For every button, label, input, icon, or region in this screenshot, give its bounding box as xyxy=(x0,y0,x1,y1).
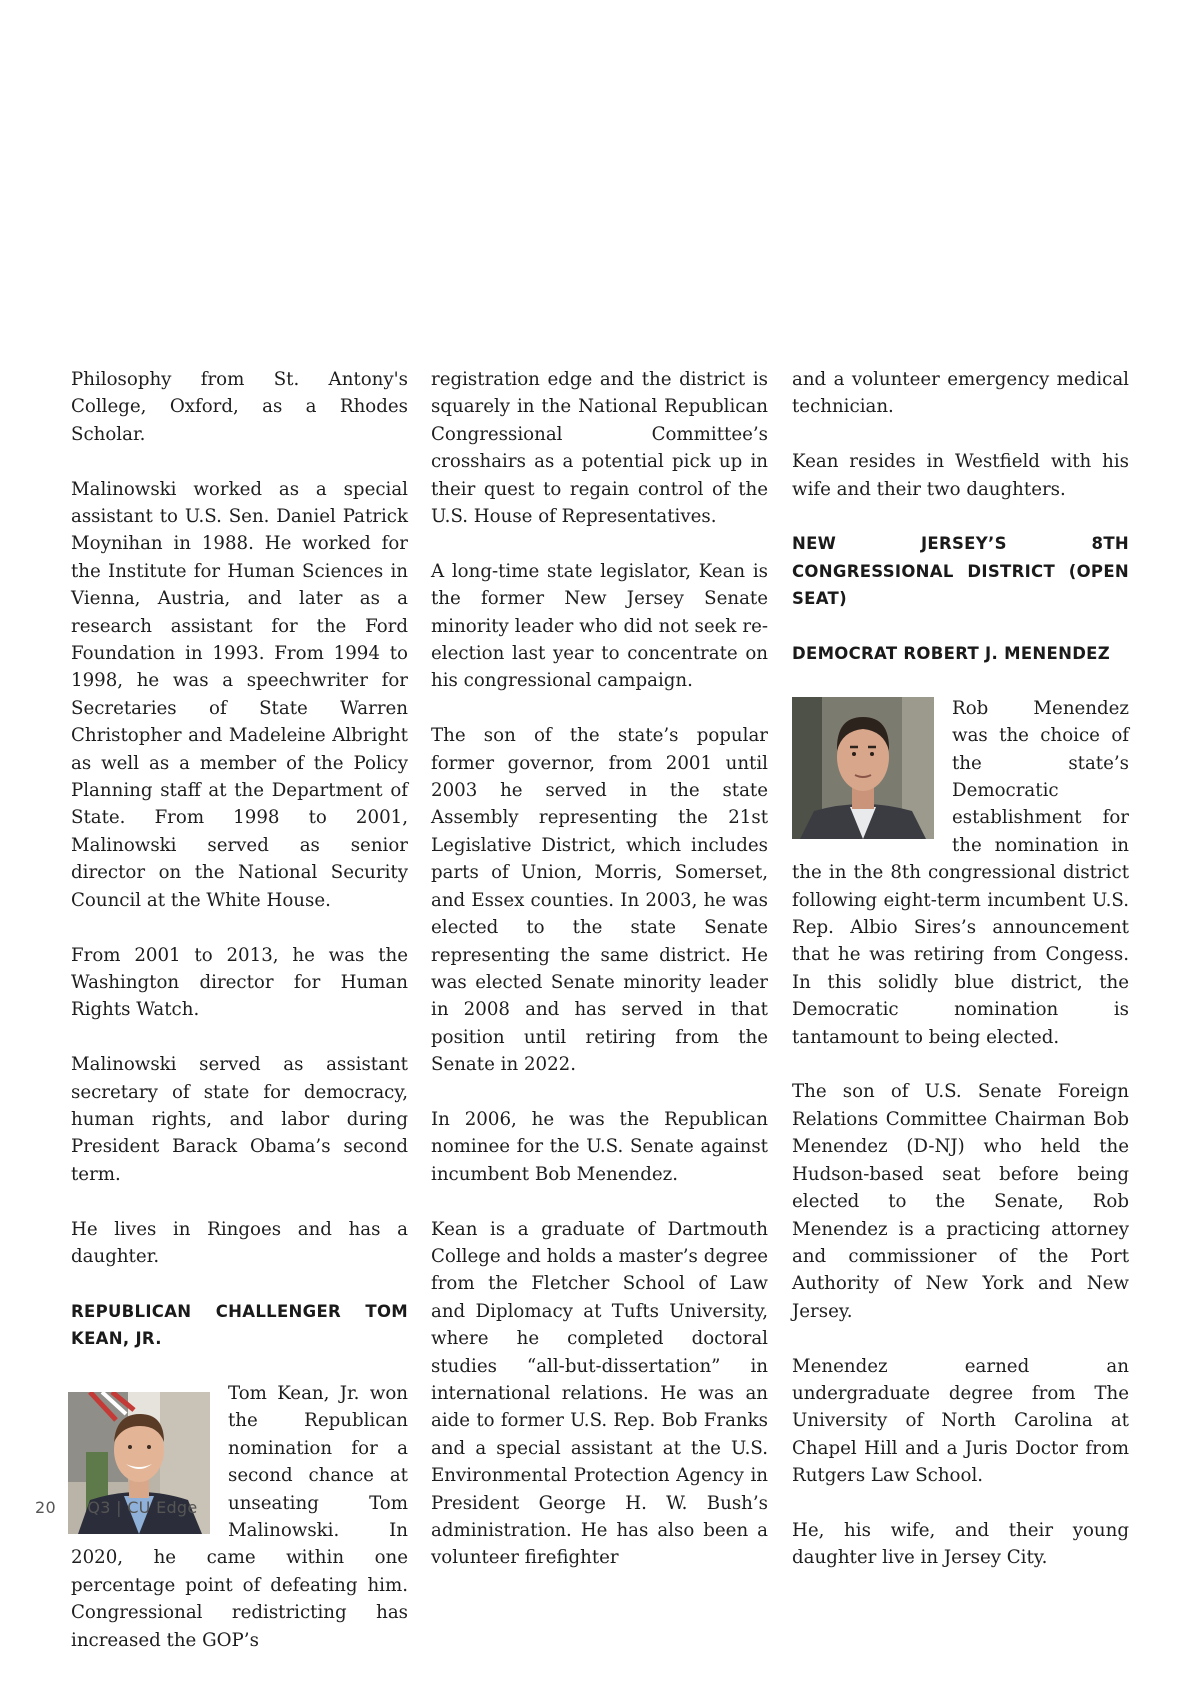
paragraph: and a volunteer emergency medical technician. xyxy=(792,369,1129,418)
paragraph: A long-time state legislator, Kean is the former New Jersey Senate minority leader who did not seek re-election last year to concentrate on his congressional campaign. xyxy=(431,560,768,692)
article-column-1 xyxy=(71,366,408,1681)
paragraph: Kean resides in Westfield with his wife and their two daughters. xyxy=(792,451,1129,500)
paragraph: Malinowski served as assistant secretary of state for democracy, human rights, and labor during President Barack Obama’s second term. xyxy=(71,1054,408,1185)
portrait-photo-rob-menendez xyxy=(792,697,934,839)
article-column-3 xyxy=(792,366,1129,1599)
paragraph: The son of the state’s popular former governor, from 2001 until 2003 he served in the state Assembly representing the 21st Legislative District, which includes parts of Union, Morris, Somerset, and Essex counties. In 2003, he was elected to the state Senate representing the same district. He was elected Senate minority leader in 2008 and has served in that position until retiring from the Senate in 2022. xyxy=(431,725,768,1076)
paragraph: In 2006, he was the Republican nominee for the U.S. Senate against incumbent Bob Menendez. xyxy=(431,1108,768,1185)
paragraph: Kean is a graduate of Dartmouth College and holds a master’s degree from the Fletcher School of Law and Diplomacy at Tufts University, where he completed doctoral studies “all-but-dissertation” in international relations. He was an aide to former U.S. Rep. Bob Franks and a special assistant at the U.S. Environmental Protection Agency in President George H. W. Bush’s administration. He has also been a volunteer firefighter xyxy=(431,1218,768,1569)
page-footer xyxy=(35,1498,198,1517)
article-column-2 xyxy=(431,366,768,1599)
section-heading-menendez: DEMOCRAT ROBERT J. MENENDEZ xyxy=(792,644,1111,664)
paragraph: Tom Kean, Jr. won the Republican nomination for a second chance at unseating Tom Malinowski. In 2020, he came within one percentage point of defeating him. Congressional redistricting has increased the GOP’s xyxy=(71,1382,408,1651)
page-number: 20 xyxy=(35,1498,56,1517)
paragraph: Rob Menendez was the choice of the state’s Democratic establishment for the nomination in the in the 8th congressional district following eight-term incumbent U.S. Rep. Albio Sires’s announcement that he was retiring from Congess. In this solidly blue district, the Democratic nomination is tantamount to being elected. xyxy=(792,697,1129,1048)
section-heading-district: NEW JERSEY’S 8TH CONGRESSIONAL DISTRICT (OPEN SEAT) xyxy=(792,534,1129,609)
paragraph: Philosophy from St. Antony's College, Oxford, as a Rhodes Scholar. xyxy=(71,369,408,445)
paragraph: He lives in Ringoes and has a daughter. xyxy=(71,1218,408,1267)
section-heading-kean: REPUBLICAN CHALLENGER TOM KEAN, JR. xyxy=(71,1301,408,1349)
publication-name: Q3 | CU Edge xyxy=(87,1498,198,1517)
paragraph: Menendez earned an undergraduate degree from The University of North Carolina at Chapel Hill and a Juris Doctor from Rutgers Law School. xyxy=(792,1355,1129,1487)
paragraph: He, his wife, and their young daughter live in Jersey City. xyxy=(792,1519,1129,1569)
paragraph: The son of U.S. Senate Foreign Relations Committee Chairman Bob Menendez (D-NJ) who held the Hudson-based seat before being elected to the Senate, Rob Menendez is a practicing attorney and commissioner of the Port Authority of New York and New Jersey. xyxy=(792,1081,1129,1322)
paragraph: registration edge and the district is squarely in the National Republican Congressional Committee’s crosshairs as a potential pick up in their quest to regain control of the U.S. House of Representatives. xyxy=(431,369,768,528)
paragraph: From 2001 to 2013, he was the Washington director for Human Rights Watch. xyxy=(71,944,408,1021)
paragraph: Malinowski worked as a special assistant to U.S. Sen. Daniel Patrick Moynihan in 1988. He worked for the Institute for Human Sciences in Vienna, Austria, and later as a research assistant for the Ford Foundation in 1993. From 1994 to 1998, he was a speechwriter for Secretaries of State Warren Christopher and Madeleine Albright as well as a member of the Policy Planning staff at the Department of State. From 1998 to 2001, Malinowski served as senior director on the National Security Council at the White House. xyxy=(71,478,408,911)
